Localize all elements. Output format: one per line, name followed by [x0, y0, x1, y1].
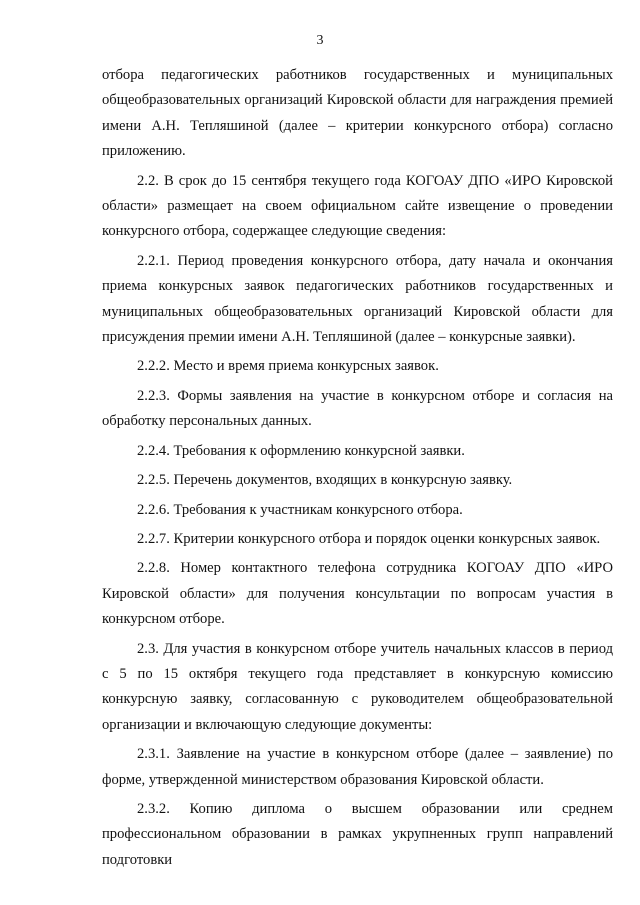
paragraph-2-3-2: 2.3.2. Копию диплома о высшем образовании или среднем профессиональном образовании в рамках укрупненных групп направлений подготовки: [102, 800, 613, 868]
paragraph-2-2-4: 2.2.4. Требования к оформлению конкурсной заявки.: [137, 442, 465, 459]
paragraph-2-3-1: 2.3.1. Заявление на участие в конкурсном отборе (далее – заявление) по форме, утвержденной министерством образования Кировской области.: [102, 746, 613, 788]
paragraph-2-2-5: 2.2.5. Перечень документов, входящих в конкурсную заявку.: [137, 472, 513, 489]
paragraph-2-2: 2.2. В срок до 15 сентября текущего года КОГОАУ ДПО «ИРО Кировской области» размещает на своем официальном сайте извещение о проведении конкурсного отбора, содержащее следующие сведения:: [102, 172, 613, 240]
document-body: [102, 63, 613, 873]
paragraph-2-2-1: 2.2.1. Период проведения конкурсного отбора, дату начала и окончания приема конкурсных заявок педагогических работников государственных и муниципальных общеобразовательных организаций Кировской области для присуждения премии имени А.Н. Тепляшиной (далее – конкурсные заявки).: [102, 252, 613, 346]
paragraph-2-2-3: 2.2.3. Формы заявления на участие в конкурсном отборе и согласия на обработку персональных данных.: [102, 387, 613, 430]
paragraph-2-3: 2.3. Для участия в конкурсном отборе учитель начальных классов в период с 5 по 15 октября текущего года представляет в конкурсную комиссию конкурсную заявку, согласованную с руководителем общеобразовательной организации и включающую следующие документы:: [102, 640, 613, 733]
page-number: 3: [316, 33, 324, 48]
paragraph-continuation: отбора педагогических работников государственных и муниципальных общеобразовательных организаций Кировской области для награждения премией имени А.Н. Тепляшиной (далее – критерии конкурсного отбора) согласно приложению.: [102, 67, 613, 160]
paragraph-2-2-2: 2.2.2. Место и время приема конкурсных заявок.: [137, 358, 439, 375]
paragraph-2-2-8: 2.2.8. Номер контактного телефона сотрудника КОГОАУ ДПО «ИРО Кировской области» для получения консультации по вопросам участия в конкурсном отборе.: [102, 560, 613, 628]
paragraph-2-2-7: 2.2.7. Критерии конкурсного отбора и порядок оценки конкурсных заявок.: [137, 530, 601, 547]
paragraph-2-2-6: 2.2.6. Требования к участникам конкурсного отбора.: [137, 501, 463, 518]
